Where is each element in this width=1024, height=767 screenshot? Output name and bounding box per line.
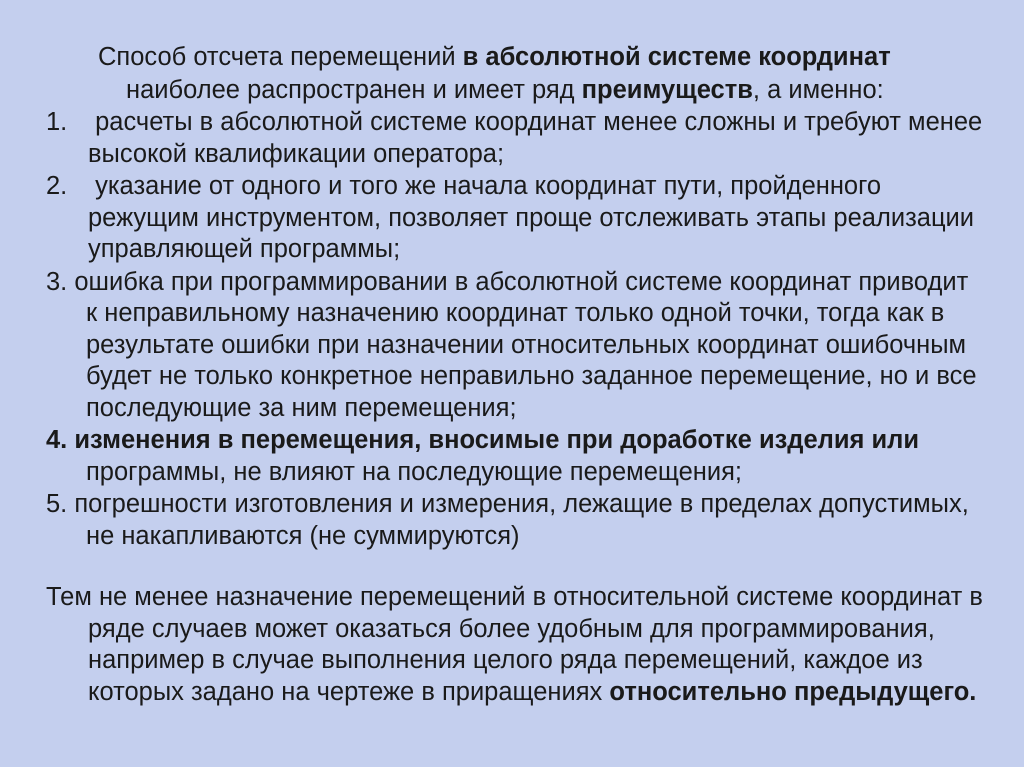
list-item-2 <box>46 171 984 266</box>
intro-line-2 <box>46 75 984 107</box>
list-number: 2. <box>46 172 68 200</box>
list-item-4 <box>46 425 984 488</box>
intro-text-2: наиболее распространен и имеет ряд <box>126 75 582 104</box>
intro-text-2-end: , а именно: <box>752 75 884 104</box>
list-number: 5. <box>46 490 68 518</box>
intro-bold-2: преимуществ <box>581 75 753 104</box>
list-item-text-bold: изменения в перемещения, вносимые при доработке изделия или <box>67 426 920 454</box>
list-item-text: расчеты в абсолютной системе координат менее сложны и требуют менее высокой квалификации оператора; <box>88 108 983 168</box>
closing-paragraph <box>46 582 984 708</box>
list-item-text: погрешности изготовления и измерения, лежащие в пределах допустимых, не накапливаются (не суммируются) <box>67 490 969 550</box>
intro-text-1: Способ отсчета перемещений <box>98 43 463 71</box>
list-number: 4. <box>46 426 68 454</box>
list-item-1 <box>46 107 984 170</box>
list-item-5 <box>46 489 984 552</box>
closing-text: Тем не менее назначение перемещений в относительной системе координат в ряде случаев может оказаться более удобным для программирования, например в случае выполнения целого ряда перемещений, каждое из которых задано на чертеже в приращениях <box>46 583 983 706</box>
list-item-text: ошибка при программировании в абсолютной системе координат приводит к неправильному назначению координат только одной точки, тогда как в результате ошибки при назначении относительных координат ошибочным будет не только конкретное неправильно заданное перемещение, но и все последующие за ним перемещения; <box>67 267 977 422</box>
list-number: 1. <box>46 108 68 136</box>
list-number: 3. <box>46 267 68 296</box>
closing-text-bold: относительно предыдущего. <box>609 677 977 706</box>
intro-line-1 <box>46 42 984 74</box>
list-item-text: указание от одного и того же начала координат пути, пройденного режущим инструментом, позволяет проще отслеживать этапы реализации управляющей программы; <box>88 172 975 263</box>
list-item-3 <box>46 267 984 425</box>
intro-bold-1: в абсолютной системе координат <box>462 43 891 71</box>
list-item-text: программы, не влияют на последующие перемещения; <box>86 457 742 486</box>
